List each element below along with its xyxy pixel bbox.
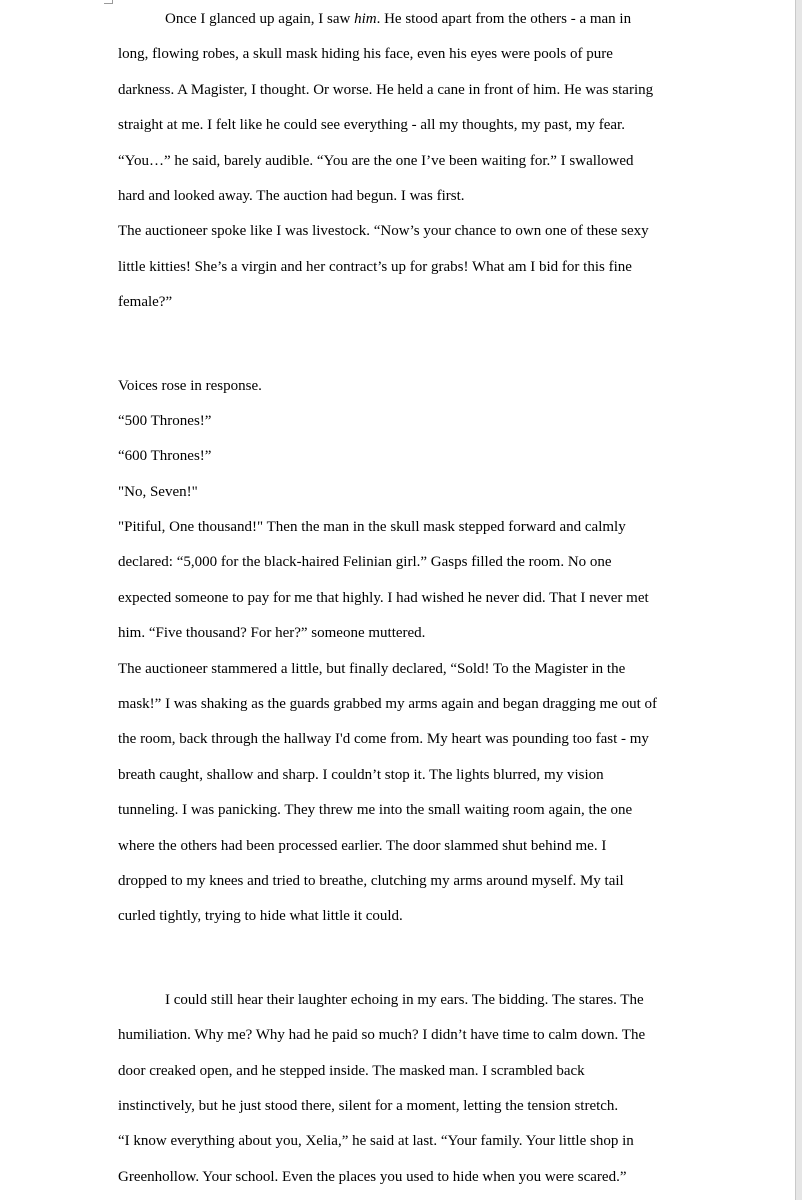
text-line: The auctioneer stammered a little, but finally declared, “Sold! To the Magister in the bbox=[118, 660, 626, 677]
text-line: “You…” he said, barely audible. “You are the one I’ve been waiting for.” I swallowed bbox=[118, 152, 634, 169]
text-line: I could still hear their laughter echoing in my ears. The bidding. The stares. The bbox=[165, 991, 644, 1008]
text-line: the room, back through the hallway I'd come from. My heart was pounding too fast - my bbox=[118, 731, 649, 748]
text-line: humiliation. Why me? Why had he paid so much? I didn’t have time to calm down. The bbox=[118, 1027, 646, 1044]
text-run: Once I glanced up again, I saw bbox=[165, 11, 355, 27]
text-line: expected someone to pay for me that highly. I had wished he never did. That I never met bbox=[118, 589, 649, 606]
text-line: curled tightly, trying to hide what little it could. bbox=[118, 908, 403, 925]
text-line: hard and looked away. The auction had begun. I was first. bbox=[118, 187, 465, 204]
text-line: tunneling. I was panicking. They threw me into the small waiting room again, the one bbox=[118, 802, 633, 819]
text-line: him. “Five thousand? For her?” someone muttered. bbox=[118, 625, 426, 642]
text-line: instinctively, but he just stood there, silent for a moment, letting the tension stretch. bbox=[118, 1097, 619, 1114]
text-line: where the others had been processed earlier. The door slammed shut behind me. I bbox=[118, 837, 607, 854]
text-line: Greenhollow. Your school. Even the places you used to hide when you were scared.” bbox=[118, 1168, 627, 1185]
page-margin-corner-mark bbox=[104, 0, 113, 4]
text-line: "Pitiful, One thousand!" Then the man in the skull mask stepped forward and calmly bbox=[118, 519, 626, 536]
text-line: female?” bbox=[118, 294, 173, 311]
text-run: . He stood apart from the others - a man in bbox=[376, 11, 632, 27]
text-line: Voices rose in response. bbox=[118, 377, 262, 394]
text-line: straight at me. I felt like he could see everything - all my thoughts, my past, my fear. bbox=[118, 117, 625, 134]
text-line: breath caught, shallow and sharp. I couldn’t stop it. The lights blurred, my vision bbox=[118, 766, 604, 783]
text-line: "No, Seven!" bbox=[118, 483, 198, 500]
paragraph-spacer bbox=[118, 935, 684, 983]
text-line: dropped to my knees and tried to breathe, clutching my arms around myself. My tail bbox=[118, 872, 624, 889]
text-line: door creaked open, and he stepped inside. The masked man. I scrambled back bbox=[118, 1062, 585, 1079]
text-line: darkness. A Magister, I thought. Or worse. He held a cane in front of him. He was staring bbox=[118, 81, 654, 98]
text-line bbox=[118, 2, 684, 37]
text-line: mask!” I was shaking as the guards grabbed my arms again and began dragging me out of bbox=[118, 696, 658, 713]
text-line: little kitties! She’s a virgin and her contract’s up for grabs! What am I bid for this fine bbox=[118, 258, 632, 275]
emphasized-word: him bbox=[354, 11, 377, 27]
document-body[interactable] bbox=[118, 2, 684, 1195]
text-line: “I know everything about you, Xelia,” he said at last. “Your family. Your little shop in bbox=[118, 1133, 634, 1150]
window-gutter bbox=[796, 0, 802, 1200]
paragraph-spacer bbox=[118, 321, 684, 369]
text-line: declared: “5,000 for the black-haired Felinian girl.” Gasps filled the room. No one bbox=[118, 554, 612, 571]
text-line: long, flowing robes, a skull mask hiding his face, even his eyes were pools of pure bbox=[118, 46, 613, 63]
text-line: “600 Thrones!” bbox=[118, 448, 212, 465]
text-line: The auctioneer spoke like I was livestock. “Now’s your chance to own one of these sexy bbox=[118, 223, 649, 240]
text-line: “500 Thrones!” bbox=[118, 412, 212, 429]
